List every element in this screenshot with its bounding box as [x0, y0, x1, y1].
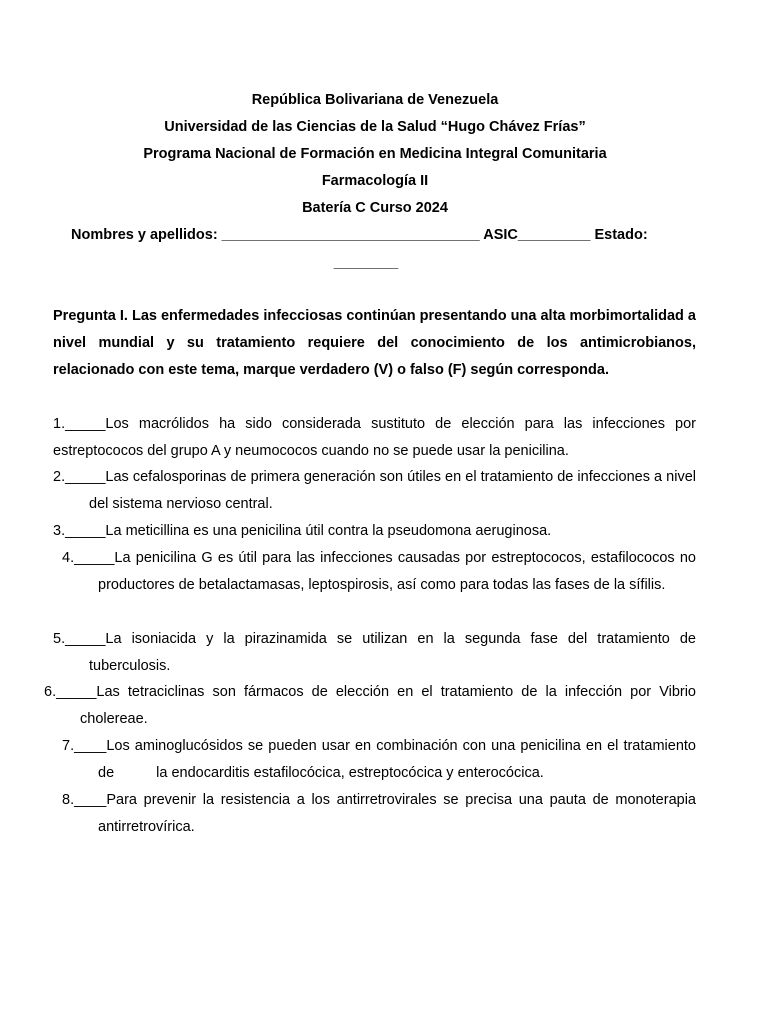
- list-item: [44, 679, 696, 733]
- item-number: 7.____: [62, 738, 107, 754]
- item-number: 1._____: [53, 416, 106, 432]
- item-text: La penicilina G es útil para las infecciones causadas por estreptococos, estafilococos no productores de betalactamasas, leptospirosis, así como para todas las fases de la sífilis.: [98, 550, 696, 593]
- document-header: [0, 89, 750, 224]
- item-text: Las tetraciclinas son fármacos de elección en el tratamiento de la infección por Vibrio cholereae.: [80, 684, 696, 727]
- item-text: Para prevenir la resistencia a los antirretrovirales se precisa una pauta de monoterapia antirretrovírica.: [98, 792, 696, 835]
- header-program: Programa Nacional de Formación en Medicina Integral Comunitaria: [143, 146, 607, 162]
- list-item: [53, 626, 696, 680]
- header-subject: Farmacología II: [321, 173, 429, 189]
- header-battery: Batería C Curso 2024: [302, 200, 448, 216]
- item-text: La isoniacida y la pirazinamida se utilizan en la segunda fase del tratamiento de tuberculosis.: [89, 631, 696, 674]
- item-number: 4._____: [62, 550, 115, 566]
- item-text: Los aminoglucósidos se pueden usar en combinación con una penicilina en el tratamiento de: [98, 738, 696, 781]
- question-statement: Pregunta I. Las enfermedades infecciosas continúan presentando una alta morbimortalidad a nivel mundial y su tratamiento requiere del conocimiento de los antimicrobianos, relacionado con este tema, marque verdadero (V) o falso (F) según corresponda.: [53, 308, 696, 378]
- item-number: 3._____: [53, 523, 106, 539]
- item-number: 2._____: [53, 469, 106, 485]
- list-item: [53, 518, 696, 545]
- list-item: [53, 464, 696, 518]
- list-item: [62, 733, 696, 787]
- item-text: La meticillina es una penicilina útil contra la pseudomona aeruginosa.: [105, 523, 552, 539]
- item-text: Las cefalosporinas de primera generación son útiles en el tratamiento de infecciones a nivel del sistema nervioso central.: [89, 469, 696, 512]
- item-text: Los macrólidos ha sido considerada sustituto de elección para las infecciones por estreptococos del grupo A y neumococos cuando no se puede usar la penicilina.: [53, 416, 696, 459]
- item-number: 8.____: [62, 792, 107, 808]
- item-number: 5._____: [53, 631, 106, 647]
- header-university: Universidad de las Ciencias de la Salud “Hugo Chávez Frías”: [164, 119, 586, 135]
- student-fields-continuation: ________: [333, 255, 399, 271]
- list-item: [53, 411, 696, 465]
- header-country: República Bolivariana de Venezuela: [251, 92, 499, 108]
- list-item: [62, 545, 696, 599]
- item-number: 6._____: [44, 684, 97, 700]
- student-fields: Nombres y apellidos: ________________________________ ASIC_________ Estado:: [71, 227, 648, 243]
- list-item: [62, 787, 696, 841]
- item-text-continuation: la endocarditis estafilocócica, estreptocócica y enterocócica.: [156, 765, 544, 781]
